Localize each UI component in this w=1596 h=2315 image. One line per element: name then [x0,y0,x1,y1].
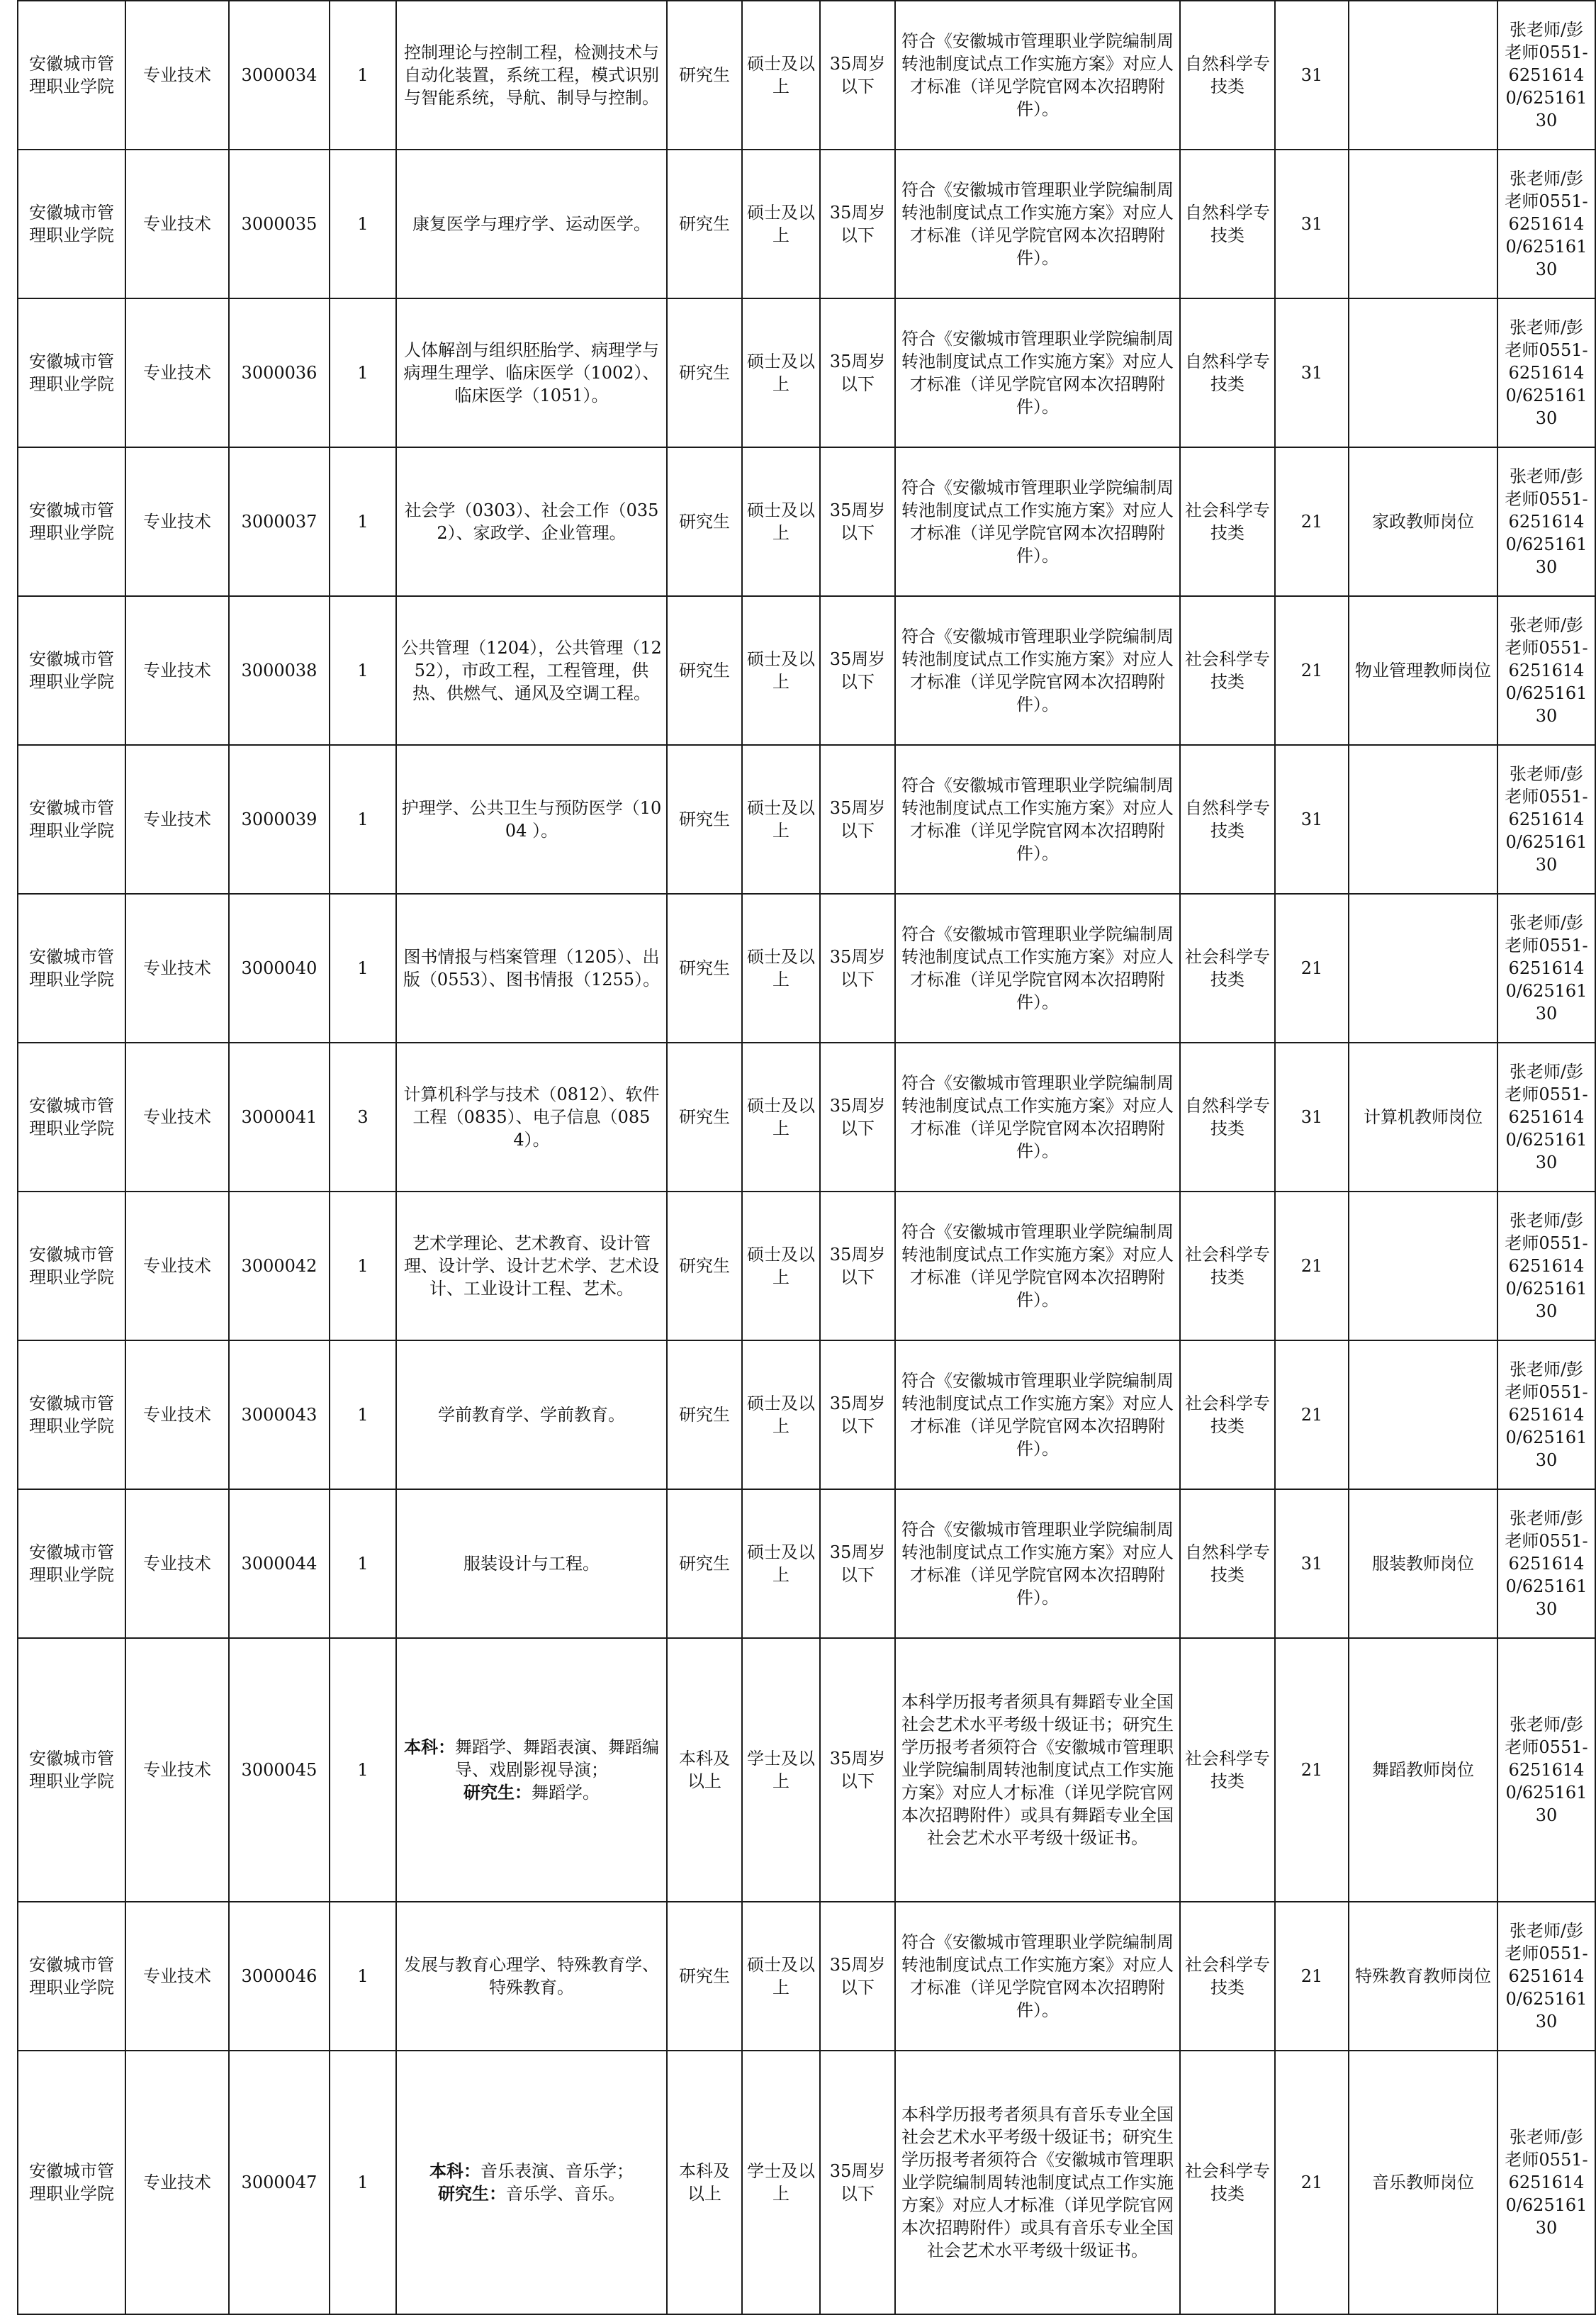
other-requirements-cell: 符合《安徽城市管理职业学院编制周转池制度试点工作实施方案》对应人才标准（详见学院官网本次招聘附件）。 [895,894,1180,1043]
education-cell: 本科及以上 [667,1638,742,1902]
position-code-cell: 3000037 [229,447,330,596]
contact-cell: 张老师/彭老师0551-62516140/62516130 [1497,1,1595,150]
degree-cell: 学士及以上 [742,1638,820,1902]
major-text-undergrad: 音乐表演、音乐学； [481,2161,634,2181]
age-cell: 35周岁以下 [820,1638,895,1902]
unit-cell: 安徽城市管理职业学院 [18,1,125,150]
major-text-undergrad: 舞蹈学、舞蹈表演、舞蹈编导、戏剧影视导演； [455,1737,659,1780]
contact-cell: 张老师/彭老师0551-62516140/62516130 [1497,1192,1595,1340]
major-label-undergrad: 本科： [404,1737,455,1757]
contact-cell: 张老师/彭老师0551-62516140/62516130 [1497,1638,1595,1902]
unit-cell: 安徽城市管理职业学院 [18,894,125,1043]
unit-cell: 安徽城市管理职业学院 [18,596,125,745]
table-row [18,1489,1595,1638]
unit-cell: 安徽城市管理职业学院 [18,1902,125,2051]
remark-cell [1349,1192,1497,1340]
degree-cell: 硕士及以上 [742,1,820,150]
table-row [18,1043,1595,1192]
degree-cell: 硕士及以上 [742,1192,820,1340]
contact-cell: 张老师/彭老师0551-62516140/62516130 [1497,745,1595,894]
position-code-cell: 3000036 [229,298,330,447]
category-cell: 专业技术 [125,745,229,894]
major-cell: 护理学、公共卫生与预防医学（1004 ）。 [396,745,667,894]
education-cell: 研究生 [667,1489,742,1638]
exam-code-cell: 31 [1275,1,1349,150]
other-requirements-cell: 符合《安徽城市管理职业学院编制周转池制度试点工作实施方案》对应人才标准（详见学院官网本次招聘附件）。 [895,1192,1180,1340]
category-cell: 专业技术 [125,1192,229,1340]
other-requirements-cell: 符合《安徽城市管理职业学院编制周转池制度试点工作实施方案》对应人才标准（详见学院官网本次招聘附件）。 [895,1043,1180,1192]
remark-cell: 家政教师岗位 [1349,447,1497,596]
major-cell: 人体解剖与组织胚胎学、病理学与病理生理学、临床医学（1002）、临床医学（1051）。 [396,298,667,447]
education-cell: 研究生 [667,1043,742,1192]
exam-category-cell: 社会科学专技类 [1180,1902,1275,2051]
contact-cell: 张老师/彭老师0551-62516140/62516130 [1497,1043,1595,1192]
major-cell [396,2051,667,2314]
count-cell: 1 [330,1902,396,2051]
age-cell: 35周岁以下 [820,447,895,596]
other-requirements-cell: 本科学历报考者须具有音乐专业全国社会艺术水平考级十级证书；研究生学历报考者须符合《安徽城市管理职业学院编制周转池制度试点工作实施方案》对应人才标准（详见学院官网本次招聘附件）或具有音乐专业全国社会艺术水平考级十级证书。 [895,2051,1180,2314]
exam-code-cell: 21 [1275,1902,1349,2051]
remark-cell [1349,1340,1497,1489]
age-cell: 35周岁以下 [820,1192,895,1340]
age-cell: 35周岁以下 [820,150,895,298]
major-cell: 公共管理（1204），公共管理（1252），市政工程，工程管理，供热、供燃气、通风及空调工程。 [396,596,667,745]
major-cell: 图书情报与档案管理（1205）、出版（0553）、图书情报（1255）。 [396,894,667,1043]
table-row [18,1638,1595,1902]
count-cell: 1 [330,150,396,298]
exam-code-cell: 31 [1275,1043,1349,1192]
degree-cell: 硕士及以上 [742,1902,820,2051]
unit-cell: 安徽城市管理职业学院 [18,150,125,298]
education-cell: 研究生 [667,596,742,745]
table-row [18,150,1595,298]
category-cell: 专业技术 [125,1,229,150]
exam-category-cell: 自然科学专技类 [1180,298,1275,447]
count-cell: 1 [330,1489,396,1638]
remark-cell: 服装教师岗位 [1349,1489,1497,1638]
remark-cell: 物业管理教师岗位 [1349,596,1497,745]
remark-cell [1349,1,1497,150]
degree-cell: 硕士及以上 [742,447,820,596]
major-cell: 计算机科学与技术（0812）、软件工程（0835）、电子信息（0854）。 [396,1043,667,1192]
category-cell: 专业技术 [125,596,229,745]
position-code-cell: 3000043 [229,1340,330,1489]
table-row [18,894,1595,1043]
degree-cell: 硕士及以上 [742,298,820,447]
category-cell: 专业技术 [125,2051,229,2314]
position-code-cell: 3000045 [229,1638,330,1902]
category-cell: 专业技术 [125,1638,229,1902]
exam-code-cell: 21 [1275,596,1349,745]
age-cell: 35周岁以下 [820,745,895,894]
category-cell: 专业技术 [125,1489,229,1638]
position-code-cell: 3000044 [229,1489,330,1638]
exam-code-cell: 21 [1275,1192,1349,1340]
age-cell: 35周岁以下 [820,1340,895,1489]
other-requirements-cell: 符合《安徽城市管理职业学院编制周转池制度试点工作实施方案》对应人才标准（详见学院官网本次招聘附件）。 [895,1340,1180,1489]
degree-cell: 硕士及以上 [742,745,820,894]
education-cell: 研究生 [667,1192,742,1340]
education-cell: 研究生 [667,1902,742,2051]
remark-cell: 特殊教育教师岗位 [1349,1902,1497,2051]
position-code-cell: 3000041 [229,1043,330,1192]
exam-code-cell: 31 [1275,1489,1349,1638]
exam-category-cell: 自然科学专技类 [1180,1,1275,150]
table-row [18,1340,1595,1489]
degree-cell: 硕士及以上 [742,894,820,1043]
major-label-graduate: 研究生： [463,1782,532,1803]
degree-cell: 硕士及以上 [742,150,820,298]
contact-cell: 张老师/彭老师0551-62516140/62516130 [1497,596,1595,745]
remark-cell: 音乐教师岗位 [1349,2051,1497,2314]
remark-cell [1349,150,1497,298]
exam-code-cell: 31 [1275,150,1349,298]
other-requirements-cell: 符合《安徽城市管理职业学院编制周转池制度试点工作实施方案》对应人才标准（详见学院官网本次招聘附件）。 [895,1489,1180,1638]
unit-cell: 安徽城市管理职业学院 [18,1638,125,1902]
major-label-graduate: 研究生： [438,2183,506,2204]
exam-code-cell: 21 [1275,1638,1349,1902]
exam-code-cell: 31 [1275,745,1349,894]
category-cell: 专业技术 [125,1340,229,1489]
unit-cell: 安徽城市管理职业学院 [18,447,125,596]
education-cell: 研究生 [667,745,742,894]
exam-code-cell: 31 [1275,298,1349,447]
exam-category-cell: 社会科学专技类 [1180,1340,1275,1489]
position-code-cell: 3000035 [229,150,330,298]
education-cell: 研究生 [667,150,742,298]
contact-cell: 张老师/彭老师0551-62516140/62516130 [1497,298,1595,447]
major-label-undergrad: 本科： [429,2160,481,2181]
major-cell: 康复医学与理疗学、运动医学。 [396,150,667,298]
unit-cell: 安徽城市管理职业学院 [18,1043,125,1192]
unit-cell: 安徽城市管理职业学院 [18,298,125,447]
other-requirements-cell: 符合《安徽城市管理职业学院编制周转池制度试点工作实施方案》对应人才标准（详见学院官网本次招聘附件）。 [895,1902,1180,2051]
position-code-cell: 3000038 [229,596,330,745]
other-requirements-cell: 符合《安徽城市管理职业学院编制周转池制度试点工作实施方案》对应人才标准（详见学院官网本次招聘附件）。 [895,298,1180,447]
exam-category-cell: 社会科学专技类 [1180,1192,1275,1340]
degree-cell: 学士及以上 [742,2051,820,2314]
exam-category-cell: 社会科学专技类 [1180,596,1275,745]
remark-cell [1349,745,1497,894]
major-text-graduate: 音乐学、音乐。 [506,2184,625,2204]
age-cell: 35周岁以下 [820,298,895,447]
exam-category-cell: 自然科学专技类 [1180,745,1275,894]
exam-category-cell: 社会科学专技类 [1180,2051,1275,2314]
age-cell: 35周岁以下 [820,2051,895,2314]
count-cell: 1 [330,1192,396,1340]
count-cell: 3 [330,1043,396,1192]
age-cell: 35周岁以下 [820,1043,895,1192]
age-cell: 35周岁以下 [820,1489,895,1638]
category-cell: 专业技术 [125,1902,229,2051]
exam-category-cell: 自然科学专技类 [1180,150,1275,298]
exam-code-cell: 21 [1275,2051,1349,2314]
category-cell: 专业技术 [125,447,229,596]
count-cell: 1 [330,1,396,150]
count-cell: 1 [330,894,396,1043]
remark-cell [1349,298,1497,447]
other-requirements-cell: 符合《安徽城市管理职业学院编制周转池制度试点工作实施方案》对应人才标准（详见学院官网本次招聘附件）。 [895,596,1180,745]
education-cell: 研究生 [667,894,742,1043]
remark-cell: 计算机教师岗位 [1349,1043,1497,1192]
other-requirements-cell: 符合《安徽城市管理职业学院编制周转池制度试点工作实施方案》对应人才标准（详见学院官网本次招聘附件）。 [895,150,1180,298]
category-cell: 专业技术 [125,894,229,1043]
major-text-graduate: 舞蹈学。 [532,1783,600,1803]
position-code-cell: 3000047 [229,2051,330,2314]
degree-cell: 硕士及以上 [742,1489,820,1638]
table-row [18,1192,1595,1340]
count-cell: 1 [330,1638,396,1902]
count-cell: 1 [330,298,396,447]
exam-category-cell: 社会科学专技类 [1180,447,1275,596]
contact-cell: 张老师/彭老师0551-62516140/62516130 [1497,1902,1595,2051]
unit-cell: 安徽城市管理职业学院 [18,1340,125,1489]
unit-cell: 安徽城市管理职业学院 [18,2051,125,2314]
table-row [18,745,1595,894]
exam-code-cell: 21 [1275,447,1349,596]
unit-cell: 安徽城市管理职业学院 [18,1192,125,1340]
remark-cell: 舞蹈教师岗位 [1349,1638,1497,1902]
contact-cell: 张老师/彭老师0551-62516140/62516130 [1497,894,1595,1043]
position-code-cell: 3000046 [229,1902,330,2051]
table-row [18,2051,1595,2314]
position-code-cell: 3000034 [229,1,330,150]
position-code-cell: 3000039 [229,745,330,894]
count-cell: 1 [330,2051,396,2314]
table-row [18,1902,1595,2051]
exam-code-cell: 21 [1275,894,1349,1043]
table-row [18,298,1595,447]
position-code-cell: 3000042 [229,1192,330,1340]
table-row [18,596,1595,745]
exam-category-cell: 自然科学专技类 [1180,1043,1275,1192]
position-code-cell: 3000040 [229,894,330,1043]
exam-category-cell: 社会科学专技类 [1180,894,1275,1043]
degree-cell: 硕士及以上 [742,1340,820,1489]
other-requirements-cell: 符合《安徽城市管理职业学院编制周转池制度试点工作实施方案》对应人才标准（详见学院官网本次招聘附件）。 [895,1,1180,150]
education-cell: 本科及以上 [667,2051,742,2314]
remark-cell [1349,894,1497,1043]
contact-cell: 张老师/彭老师0551-62516140/62516130 [1497,2051,1595,2314]
age-cell: 35周岁以下 [820,1902,895,2051]
count-cell: 1 [330,745,396,894]
contact-cell: 张老师/彭老师0551-62516140/62516130 [1497,447,1595,596]
other-requirements-cell: 本科学历报考者须具有舞蹈专业全国社会艺术水平考级十级证书；研究生学历报考者须符合《安徽城市管理职业学院编制周转池制度试点工作实施方案》对应人才标准（详见学院官网本次招聘附件）或具有舞蹈专业全国社会艺术水平考级十级证书。 [895,1638,1180,1902]
degree-cell: 硕士及以上 [742,1043,820,1192]
education-cell: 研究生 [667,447,742,596]
major-cell: 艺术学理论、艺术教育、设计管理、设计学、设计艺术学、艺术设计、工业设计工程、艺术。 [396,1192,667,1340]
age-cell: 35周岁以下 [820,1,895,150]
count-cell: 1 [330,447,396,596]
education-cell: 研究生 [667,1340,742,1489]
major-cell: 控制理论与控制工程，检测技术与自动化装置，系统工程，模式识别与智能系统，导航、制导与控制。 [396,1,667,150]
age-cell: 35周岁以下 [820,894,895,1043]
major-cell: 发展与教育心理学、特殊教育学、特殊教育。 [396,1902,667,2051]
exam-category-cell: 社会科学专技类 [1180,1638,1275,1902]
count-cell: 1 [330,1340,396,1489]
other-requirements-cell: 符合《安徽城市管理职业学院编制周转池制度试点工作实施方案》对应人才标准（详见学院官网本次招聘附件）。 [895,745,1180,894]
major-cell: 社会学（0303）、社会工作（0352）、家政学、企业管理。 [396,447,667,596]
age-cell: 35周岁以下 [820,596,895,745]
count-cell: 1 [330,596,396,745]
major-cell [396,1638,667,1902]
contact-cell: 张老师/彭老师0551-62516140/62516130 [1497,150,1595,298]
category-cell: 专业技术 [125,298,229,447]
contact-cell: 张老师/彭老师0551-62516140/62516130 [1497,1489,1595,1638]
degree-cell: 硕士及以上 [742,596,820,745]
education-cell: 研究生 [667,298,742,447]
exam-code-cell: 21 [1275,1340,1349,1489]
unit-cell: 安徽城市管理职业学院 [18,1489,125,1638]
exam-category-cell: 自然科学专技类 [1180,1489,1275,1638]
major-cell: 学前教育学、学前教育。 [396,1340,667,1489]
other-requirements-cell: 符合《安徽城市管理职业学院编制周转池制度试点工作实施方案》对应人才标准（详见学院官网本次招聘附件）。 [895,447,1180,596]
category-cell: 专业技术 [125,1043,229,1192]
recruitment-table [17,0,1596,2315]
unit-cell: 安徽城市管理职业学院 [18,745,125,894]
table-row [18,447,1595,596]
table-row [18,1,1595,150]
major-cell: 服装设计与工程。 [396,1489,667,1638]
contact-cell: 张老师/彭老师0551-62516140/62516130 [1497,1340,1595,1489]
education-cell: 研究生 [667,1,742,150]
category-cell: 专业技术 [125,150,229,298]
